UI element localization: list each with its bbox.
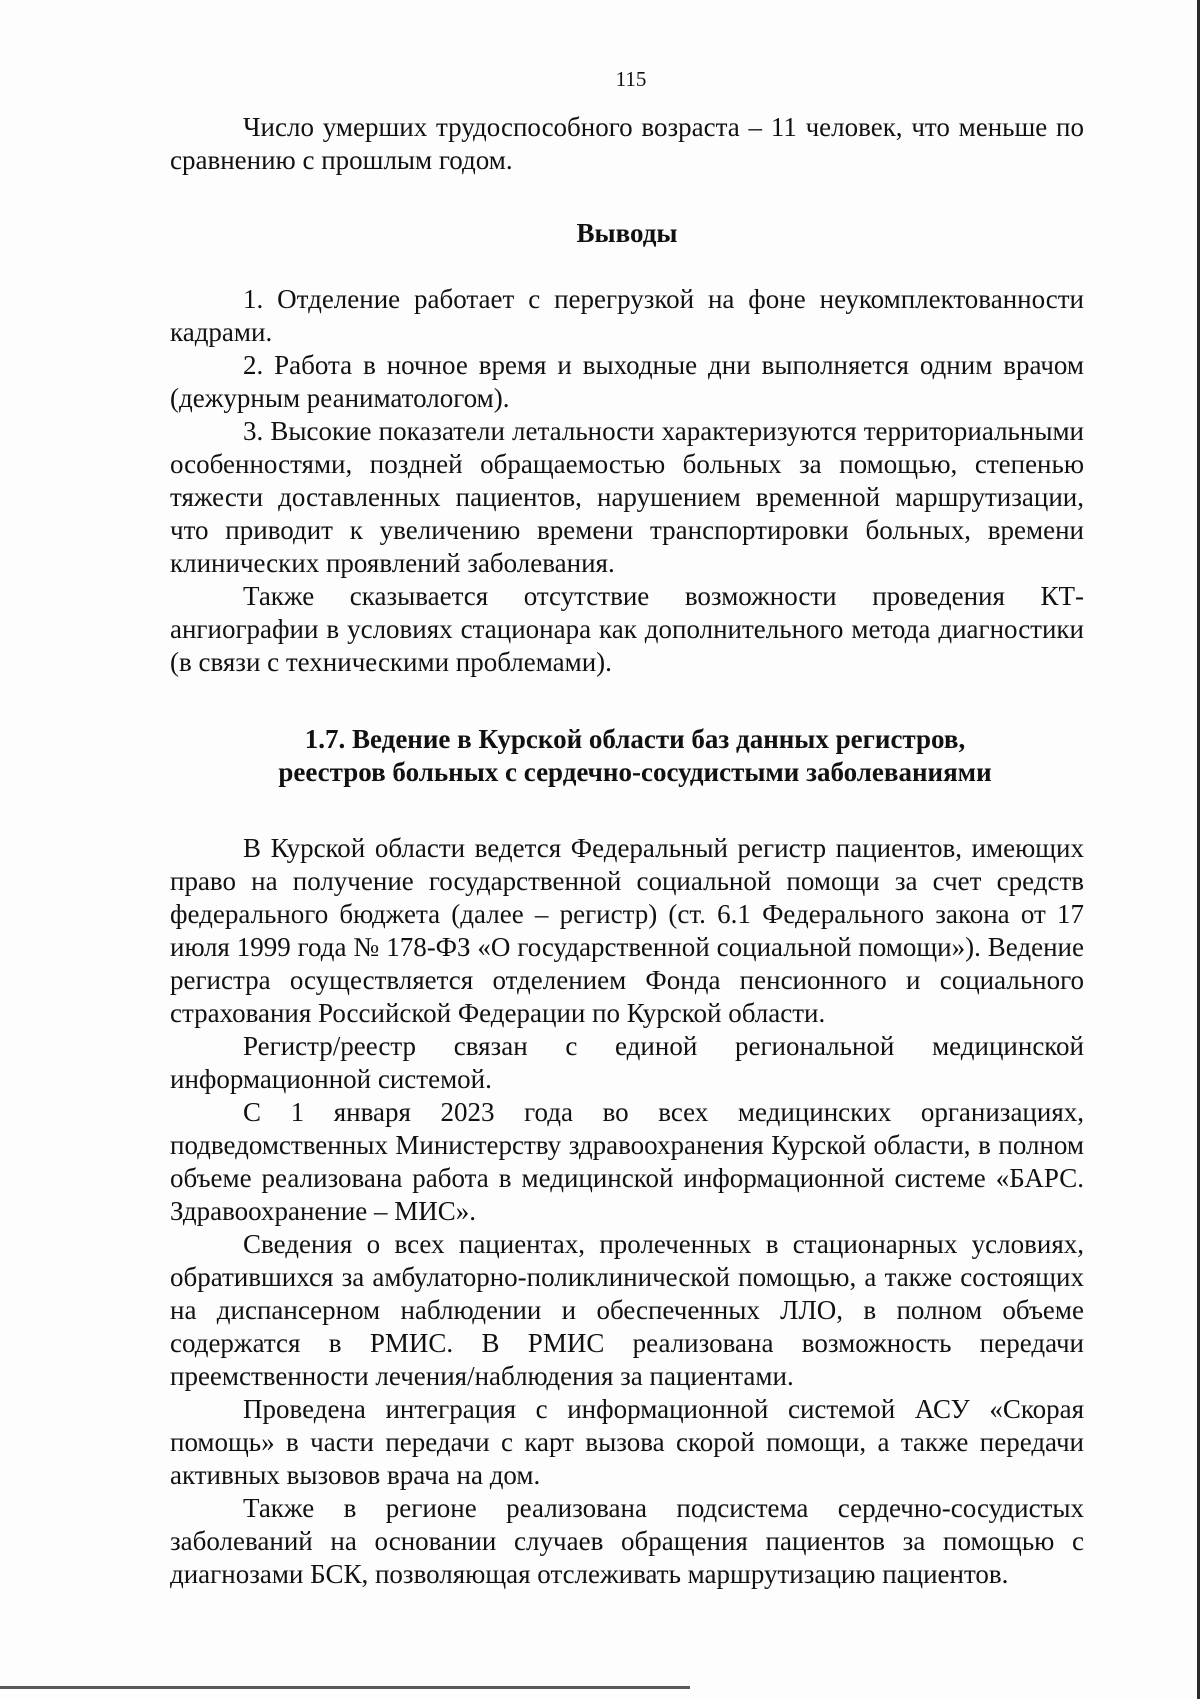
section-paragraph-6: Также в регионе реализована подсистема сердечно-сосудистых заболеваний на основании случаев обращения пациентов за помощью с диагнозами БСК, позволяющая отслеживать маршрутизацию пациентов. (170, 1493, 1084, 1589)
intro-paragraph: Число умерших трудоспособного возраста – 11 человек, что меньше по сравнению с прошлым годом. (170, 112, 1084, 175)
section-paragraph-4: Сведения о всех пациентах, пролеченных в стационарных условиях, обратившихся за амбулаторно-поликлинической помощью, а также состоящих на диспансерном наблюдении и обеспеченных ЛЛО, в полном объеме содержатся в РМИС. В РМИС реализована возможность передачи преемственности лечения/наблюдения за пациентами. (170, 1229, 1084, 1391)
conclusion-item-3: 3. Высокие показатели летальности характеризуются территориальными особенностями, поздней обращаемостью больных за помощью, степенью тяжести доставленных пациентов, нарушением временной маршрутизации, что приводит к увеличению времени транспортировки больных, времени клинических проявлений заболевания. (170, 416, 1084, 578)
page-number: 115 (615, 67, 647, 91)
conclusion-item-2: 2. Работа в ночное время и выходные дни выполняется одним врачом (дежурным реаниматологом). (170, 350, 1084, 413)
section-paragraph-1: В Курской области ведется Федеральный регистр пациентов, имеющих право на получение государственной социальной помощи за счет средств федерального бюджета (далее – регистр) (ст. 6.1 Федерального закона от 17 июля 1999 года № 178-ФЗ «О государственной социальной помощи»). Ведение регистра осуществляется отделением Фонда пенсионного и социального страхования Российской Федерации по Курской области. (170, 833, 1084, 1028)
section-paragraph-5: Проведена интеграция с информационной системой АСУ «Скорая помощь» в части передачи с карт вызова скорой помощи, а также передачи активных вызовов врача на дом. (170, 1394, 1084, 1490)
conclusions-heading: Выводы (576, 218, 678, 248)
section-paragraph-2: Регистр/реестр связан с единой региональной медицинской информационной системой. (170, 1031, 1084, 1094)
conclusion-note: Также сказывается отсутствие возможности проведения КТ-ангиографии в условиях стационара как дополнительного метода диагностики (в связи с техническими проблемами). (170, 581, 1084, 677)
conclusion-item-1: 1. Отделение работает с перегрузкой на фоне неукомплектованности кадрами. (170, 284, 1084, 347)
section-heading-line-1: 1.7. Ведение в Курской области баз данных регистров, (304, 724, 966, 754)
section-heading-line-2: реестров больных с сердечно-сосудистыми заболеваниями (278, 757, 992, 787)
section-heading (170, 723, 1084, 789)
section-paragraph-3: С 1 января 2023 года во всех медицинских организациях, подведомственных Министерству здравоохранения Курской области, в полном объеме реализована работа в медицинской информационной системе «БАРС. Здравоохранение – МИС». (170, 1097, 1084, 1226)
scan-edge-bottom (0, 1686, 690, 1689)
document-body (170, 111, 1084, 1591)
